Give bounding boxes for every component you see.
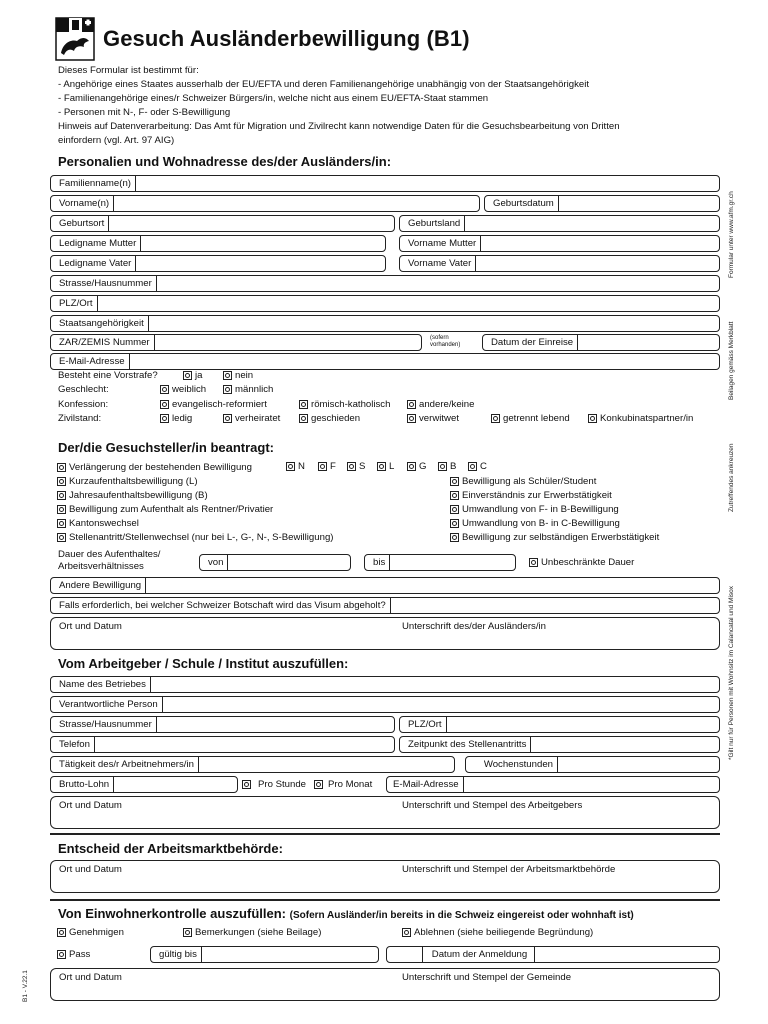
vorname-field[interactable] bbox=[123, 196, 479, 211]
unterschrift-label: Unterschrift des/der Ausländers/in bbox=[402, 621, 546, 632]
unterschrift-label: Unterschrift und Stempel der Gemeinde bbox=[402, 972, 572, 983]
geschlecht-weiblich[interactable]: weiblich bbox=[160, 384, 206, 395]
gueltig-label: gültig bis bbox=[151, 947, 202, 962]
signature-auslaender[interactable] bbox=[50, 617, 720, 650]
margin-zutreffendes-note: Zutreffendes ankreuzen bbox=[728, 443, 735, 512]
verantwortlich-field[interactable] bbox=[175, 697, 719, 712]
option-schueler[interactable]: Bewilligung als Schüler/Student bbox=[450, 476, 596, 487]
type-f[interactable]: F bbox=[318, 461, 336, 472]
type-b[interactable]: B bbox=[438, 461, 456, 472]
geschlecht-label: Geschlecht: bbox=[58, 384, 109, 395]
ort-datum-label: Ort und Datum bbox=[59, 972, 122, 983]
wochenstunden-label: Wochenstunden bbox=[466, 757, 558, 772]
checkbox-icon bbox=[318, 462, 327, 471]
email-field[interactable] bbox=[133, 354, 719, 369]
geburtsdatum-field[interactable] bbox=[571, 196, 719, 211]
plz-field[interactable] bbox=[104, 296, 719, 311]
vorstrafe-nein[interactable]: nein bbox=[223, 370, 253, 381]
geburtsort-row bbox=[50, 215, 395, 232]
section-einwohnerkontrolle-title: Von Einwohnerkontrolle auszufüllen: (Sofern Ausländer/in bereits in die Schweiz eingereist oder wohnhaft ist) bbox=[58, 906, 634, 921]
unterschrift-label: Unterschrift und Stempel der Arbeitsmarktbehörde bbox=[402, 864, 616, 875]
anmeldung-field[interactable] bbox=[535, 947, 719, 962]
option-erwerbstaetigkeit[interactable]: Einverständnis zur Erwerbstätigkeit bbox=[450, 490, 612, 501]
option-ablehnen[interactable]: Ablehnen (siehe beiliegende Begründung) bbox=[402, 927, 593, 938]
option-unbeschraenkt[interactable]: Unbeschränkte Dauer bbox=[529, 557, 634, 568]
section-personalien-title: Personalien und Wohnadresse des/der Ausländers/in: bbox=[58, 154, 392, 169]
telefon-label: Telefon bbox=[51, 737, 95, 752]
ag-plz-field[interactable] bbox=[457, 717, 719, 732]
option-stellenantritt[interactable]: Stellenantritt/Stellenwechsel (nur bei L-, G-, N-, S-Bewilligung) bbox=[57, 532, 333, 543]
radio-icon bbox=[223, 414, 232, 423]
konfession-katholisch[interactable]: römisch-katholisch bbox=[299, 399, 390, 410]
checkbox-icon bbox=[407, 462, 416, 471]
ort-datum-label: Ort und Datum bbox=[59, 621, 122, 632]
zar-field[interactable] bbox=[166, 335, 421, 350]
radio-icon bbox=[299, 414, 308, 423]
radio-icon bbox=[407, 414, 416, 423]
strasse-row bbox=[50, 275, 720, 292]
wochenstunden-row bbox=[465, 756, 720, 773]
zivilstand-verheiratet[interactable]: verheiratet bbox=[223, 413, 280, 424]
taetigkeit-field[interactable] bbox=[211, 757, 454, 772]
ag-email-field[interactable] bbox=[475, 777, 719, 792]
geburtsort-field[interactable] bbox=[121, 216, 394, 231]
ort-datum-label: Ort und Datum bbox=[59, 864, 122, 875]
konfession-label: Konfession: bbox=[58, 399, 109, 410]
familienname-label: Familienname(n) bbox=[51, 176, 136, 191]
intro-line: Dieses Formular ist bestimmt für: bbox=[58, 65, 199, 76]
radio-icon bbox=[160, 385, 169, 394]
intro-line: - Angehörige eines Staates ausserhalb der EU/EFTA und deren Familienangehörige unabhängig von der Staatsangehörigkeit bbox=[58, 79, 590, 90]
geschlecht-maennlich[interactable]: männlich bbox=[223, 384, 273, 395]
ledigname-vater-label: Ledigname Vater bbox=[51, 256, 136, 271]
email-label: E-Mail-Adresse bbox=[51, 354, 130, 369]
geburtsdatum-label: Geburtsdatum bbox=[485, 196, 559, 211]
checkbox-icon bbox=[450, 519, 459, 528]
radio-icon bbox=[407, 400, 416, 409]
checkbox-icon bbox=[402, 928, 411, 937]
page-title: Gesuch Ausländerbewilligung (B1) bbox=[103, 26, 470, 51]
type-n[interactable]: N bbox=[286, 461, 305, 472]
checkbox-icon bbox=[57, 463, 66, 472]
checkbox-icon bbox=[57, 491, 66, 500]
radio-icon bbox=[314, 780, 323, 789]
zivilstand-geschieden[interactable]: geschieden bbox=[299, 413, 360, 424]
option-selbstaendig[interactable]: Bewilligung zur selbständigen Erwerbstätigkeit bbox=[450, 532, 659, 543]
brutto-label: Brutto-Lohn bbox=[51, 777, 114, 792]
intro-line: - Personen mit N-, F- oder S-Bewilligung bbox=[58, 107, 231, 118]
option-kantonswechsel[interactable]: Kantonswechsel bbox=[57, 518, 139, 529]
ag-email-label: E-Mail-Adresse bbox=[387, 777, 464, 792]
zivilstand-ledig[interactable]: ledig bbox=[160, 413, 192, 424]
checkbox-icon bbox=[57, 928, 66, 937]
stellenantritt-field[interactable] bbox=[545, 737, 719, 752]
wochenstunden-field[interactable] bbox=[558, 757, 719, 772]
intro-line: einfordern (vgl. Art. 97 AIG) bbox=[58, 135, 175, 146]
telefon-field[interactable] bbox=[103, 737, 394, 752]
dauer-von-row bbox=[199, 554, 351, 571]
radio-icon bbox=[183, 371, 192, 380]
zar-row bbox=[50, 334, 422, 351]
betrieb-label: Name des Betriebes bbox=[51, 677, 151, 692]
vorstrafe-label: Besteht eine Vorstrafe? bbox=[58, 370, 158, 381]
divider bbox=[50, 833, 720, 835]
checkbox-icon bbox=[438, 462, 447, 471]
taetigkeit-row bbox=[50, 756, 455, 773]
vorname-vater-field[interactable] bbox=[490, 256, 719, 271]
radio-icon bbox=[160, 400, 169, 409]
dauer-label-line1: Dauer des Aufenthaltes/ bbox=[58, 549, 161, 560]
ag-strasse-row bbox=[50, 716, 395, 733]
checkbox-icon bbox=[57, 505, 66, 514]
radio-icon bbox=[223, 371, 232, 380]
botschaft-label: Falls erforderlich, bei welcher Schweizer Botschaft wird das Visum abgeholt? bbox=[51, 598, 391, 613]
taetigkeit-label: Tätigkeit des/r Arbeitnehmers/in bbox=[51, 757, 199, 772]
zivilstand-konkubinat[interactable]: Konkubinatspartner/in bbox=[588, 413, 693, 424]
signature-arbeitgeber[interactable] bbox=[50, 796, 720, 829]
unterschrift-label: Unterschrift und Stempel des Arbeitgebers bbox=[402, 800, 583, 811]
plz-label: PLZ/Ort bbox=[51, 296, 98, 311]
type-c[interactable]: C bbox=[468, 461, 487, 472]
vorname-vater-label: Vorname Vater bbox=[400, 256, 476, 271]
plz-row bbox=[50, 295, 720, 312]
option-kurzaufenthalt[interactable]: Kurzaufenthaltsbewilligung (L) bbox=[57, 476, 198, 487]
strasse-field[interactable] bbox=[171, 276, 719, 291]
radio-icon bbox=[491, 414, 500, 423]
ledigname-vater-row bbox=[50, 255, 386, 272]
zar-label: ZAR/ZEMIS Nummer bbox=[51, 335, 155, 350]
stellenantritt-row bbox=[399, 736, 720, 753]
ag-email-row bbox=[386, 776, 720, 793]
botschaft-field[interactable] bbox=[426, 598, 719, 613]
stellenantritt-label: Zeitpunkt des Stellenantritts bbox=[400, 737, 531, 752]
konfession-evangelisch[interactable]: evangelisch-reformiert bbox=[160, 399, 267, 410]
radio-icon bbox=[588, 414, 597, 423]
version-note: B1 - V.22.1 bbox=[22, 970, 29, 1002]
konfession-andere[interactable]: andere/keine bbox=[407, 399, 474, 410]
canton-logo bbox=[55, 17, 95, 61]
strasse-label: Strasse/Hausnummer bbox=[51, 276, 157, 291]
option-rentner[interactable]: Bewilligung zum Aufenthalt als Rentner/Privatier bbox=[57, 504, 273, 515]
section-arbeitsmarkt-title: Entscheid der Arbeitsmarktbehörde: bbox=[58, 841, 283, 856]
vorname-label: Vorname(n) bbox=[51, 196, 114, 211]
vorname-mutter-row bbox=[399, 235, 720, 252]
zivilstand-verwitwet[interactable]: verwitwet bbox=[407, 413, 459, 424]
einreise-field[interactable] bbox=[590, 335, 719, 350]
andere-bewilligung-label: Andere Bewilligung bbox=[51, 578, 146, 593]
botschaft-row bbox=[50, 597, 720, 614]
staat-label: Staatsangehörigkeit bbox=[51, 316, 149, 331]
checkbox-icon bbox=[529, 558, 538, 567]
type-g[interactable]: G bbox=[407, 461, 426, 472]
checkbox-icon bbox=[286, 462, 295, 471]
checkbox-icon bbox=[183, 928, 192, 937]
geburtsland-row bbox=[399, 215, 720, 232]
dauer-bis-row bbox=[364, 554, 516, 571]
divider bbox=[50, 899, 720, 901]
checkbox-icon bbox=[450, 533, 459, 542]
option-genehmigen[interactable]: Genehmigen bbox=[57, 927, 124, 938]
betrieb-row bbox=[50, 676, 720, 693]
andere-bewilligung-row bbox=[50, 577, 720, 594]
geburtsland-label: Geburtsland bbox=[400, 216, 465, 231]
zivilstand-label: Zivilstand: bbox=[58, 413, 102, 424]
bis-label: bis bbox=[365, 555, 390, 570]
zivilstand-getrennt[interactable]: getrennt lebend bbox=[491, 413, 570, 424]
dauer-von-field[interactable] bbox=[232, 555, 350, 570]
vorstrafe-ja[interactable]: ja bbox=[183, 370, 202, 381]
section-einwohnerkontrolle-subtitle: (Sofern Ausländer/in bereits in die Schweiz eingereist oder wohnhaft ist) bbox=[289, 910, 634, 921]
option-bemerkungen[interactable]: Bemerkungen (siehe Beilage) bbox=[183, 927, 321, 938]
intro-line: - Familienangehörige eines/r Schweizer Bürgers/in, welche nicht aus einem EU/EFTA-Staat stammen bbox=[58, 93, 489, 104]
ag-strasse-label: Strasse/Hausnummer bbox=[51, 717, 157, 732]
section-beantragt-title: Der/die Gesuchsteller/in beantragt: bbox=[58, 440, 275, 455]
checkbox-icon bbox=[57, 950, 66, 959]
vorname-mutter-label: Vorname Mutter bbox=[400, 236, 481, 251]
margin-beilagen-note: Beilagen gemäss Merkblatt bbox=[728, 321, 735, 400]
ort-datum-label: Ort und Datum bbox=[59, 800, 122, 811]
geburtsdatum-row bbox=[484, 195, 720, 212]
staat-row bbox=[50, 315, 720, 332]
radio-icon bbox=[160, 414, 169, 423]
von-label: von bbox=[200, 555, 228, 570]
option-pass[interactable]: Pass bbox=[57, 949, 90, 960]
checkbox-icon bbox=[377, 462, 386, 471]
geburtsland-field[interactable] bbox=[473, 216, 719, 231]
anmeldung-label: Datum der Anmeldung bbox=[422, 947, 535, 962]
sofern-note: (sofern vorhanden) bbox=[430, 335, 461, 348]
margin-formular-note: Formular unter www.afm.gr.ch bbox=[728, 191, 735, 278]
checkbox-icon bbox=[450, 477, 459, 486]
margin-gilt-note: *Gilt nur für Personen mit Wohnsitz im Calancatal und Misox bbox=[728, 585, 735, 760]
option-umwandlung-f-b[interactable]: Umwandlung von F- in B-Bewilligung bbox=[450, 504, 619, 515]
vorname-row bbox=[50, 195, 480, 212]
signature-gemeinde[interactable] bbox=[50, 968, 720, 1001]
brutto-row bbox=[50, 776, 238, 793]
ledigname-vater-field[interactable] bbox=[151, 256, 385, 271]
option-pro-stunde[interactable]: Pro Stunde bbox=[242, 779, 306, 790]
familienname-row bbox=[50, 175, 720, 192]
checkbox-icon bbox=[57, 477, 66, 486]
signature-arbeitsmarkt[interactable] bbox=[50, 860, 720, 893]
ledigname-mutter-row bbox=[50, 235, 386, 252]
ag-plz-label: PLZ/Ort bbox=[400, 717, 447, 732]
option-pro-monat[interactable]: Pro Monat bbox=[314, 779, 372, 790]
type-l[interactable]: L bbox=[377, 461, 394, 472]
verantwortlich-label: Verantwortliche Person bbox=[51, 697, 163, 712]
ledigname-mutter-field[interactable] bbox=[151, 236, 385, 251]
type-s[interactable]: S bbox=[347, 461, 365, 472]
vorname-mutter-field[interactable] bbox=[490, 236, 719, 251]
radio-icon bbox=[223, 385, 232, 394]
geburtsort-label: Geburtsort bbox=[51, 216, 109, 231]
einreise-row bbox=[482, 334, 720, 351]
einreise-label: Datum der Einreise bbox=[483, 335, 578, 350]
vorname-vater-row bbox=[399, 255, 720, 272]
brutto-field[interactable] bbox=[116, 777, 237, 792]
telefon-row bbox=[50, 736, 395, 753]
verantwortlich-row bbox=[50, 696, 720, 713]
option-umwandlung-b-c[interactable]: Umwandlung von B- in C-Bewilligung bbox=[450, 518, 620, 529]
gueltig-field[interactable] bbox=[209, 947, 378, 962]
checkbox-icon bbox=[450, 491, 459, 500]
checkbox-icon bbox=[468, 462, 477, 471]
email-row bbox=[50, 353, 720, 370]
staat-field[interactable] bbox=[159, 316, 719, 331]
andere-bewilligung-field[interactable] bbox=[151, 578, 719, 593]
radio-icon bbox=[299, 400, 308, 409]
familienname-field[interactable] bbox=[148, 176, 719, 191]
checkbox-icon bbox=[347, 462, 356, 471]
checkbox-icon bbox=[57, 533, 66, 542]
intro-line: Hinweis auf Datenverarbeitung: Das Amt für Migration und Zivilrecht kann notwendige Daten für die Gesuchsbearbeitung von Dritten bbox=[58, 121, 620, 132]
ledigname-mutter-label: Ledigname Mutter bbox=[51, 236, 141, 251]
betrieb-field[interactable] bbox=[161, 677, 719, 692]
ag-plz-row bbox=[399, 716, 720, 733]
anmeldung-row bbox=[386, 946, 720, 963]
dauer-bis-field[interactable] bbox=[396, 555, 515, 570]
ag-strasse-field[interactable] bbox=[171, 717, 394, 732]
option-jahresaufenthalt[interactable]: Jahresaufenthaltsbewilligung (B) bbox=[57, 490, 208, 501]
gueltig-row bbox=[150, 946, 379, 963]
option-verlaengerung[interactable]: Verlängerung der bestehenden Bewilligung bbox=[57, 462, 252, 473]
section-arbeitgeber-title: Vom Arbeitgeber / Schule / Institut auszufüllen: bbox=[58, 656, 349, 671]
dauer-label-line2: Arbeitsverhältnisses bbox=[58, 561, 144, 572]
checkbox-icon bbox=[450, 505, 459, 514]
checkbox-icon bbox=[57, 519, 66, 528]
radio-icon bbox=[242, 780, 251, 789]
